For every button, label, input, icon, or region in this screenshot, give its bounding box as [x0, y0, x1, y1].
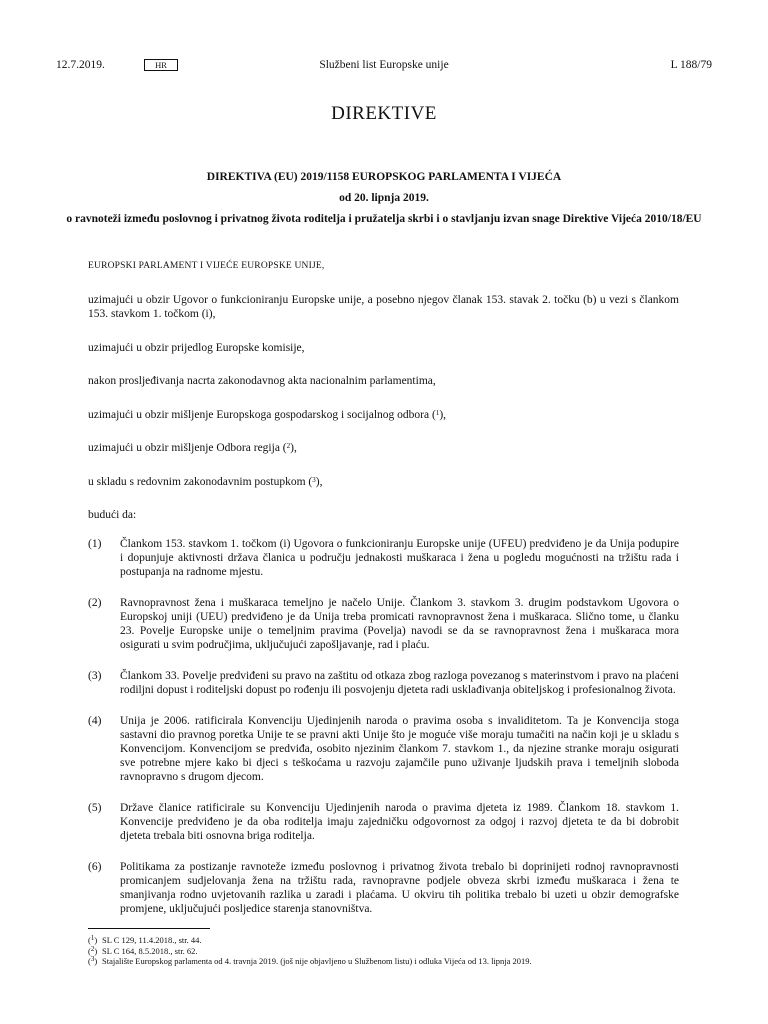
footnote: [88, 935, 679, 946]
preamble-opening: EUROPSKI PARLAMENT I VIJEĆE EUROPSKE UNIJE,: [88, 261, 325, 271]
language-code-badge: HR: [144, 59, 178, 71]
recital-item: [88, 714, 679, 784]
citation-text: uzimajući u obzir mišljenje Odbora regija (: [88, 442, 287, 454]
footnote-ref[interactable]: 3: [312, 475, 316, 484]
recital-text: Politikama za postizanje ravnoteže između poslovnog i privatnog života trebalo bi doprinijeti rodnoj ravnopravnosti promicanjem sudjelovanja žena na tržištu rada, ravnopravne podjele obveza skrbi između muškaraca i žena te smanjivanja rodno uvjetovanih razlika u zaradi i plaćama. U okviru tih politika trebalo bi uzeti u obzir demografske promjene, uključujući posljedice starenja stanovništva.: [120, 861, 679, 915]
preamble-citation: [88, 408, 679, 422]
recital-text: Člankom 33. Povelje predviđeni su pravo na zaštitu od otkaza zbog razloga povezanog s materinstvom i pravo na plaćeni rodiljni dopust i roditeljski dopust po rođenju ili posvojenju djeteta radi usklađivanja obiteljskog i profesionalnog života.: [120, 670, 679, 696]
preamble: [88, 259, 679, 539]
recital-number: (4): [88, 715, 102, 727]
footnotes: [88, 935, 679, 967]
footnote: [88, 946, 679, 957]
footnote-mark: ($^2$): [88, 944, 98, 956]
citation-text: ),: [439, 408, 447, 421]
footnote-text: SL C 129, 11.4.2018., str. 44.: [102, 935, 202, 945]
preamble-citation: uzimajući u obzir prijedlog Europske komisije,: [88, 341, 305, 354]
footnote-mark: ($^1$): [88, 934, 98, 945]
footnote-divider: [88, 928, 210, 929]
journal-name: Službeni list Europske unije: [319, 59, 449, 71]
recital-number: (3): [88, 670, 102, 682]
footnote: [88, 956, 679, 967]
directive-date: od 20. lipnja 2019.: [339, 192, 429, 204]
recital-item: [88, 801, 679, 843]
footnote-ref[interactable]: 1: [435, 408, 440, 417]
citation-text: uzimajući u obzir mišljenje Europskoga gospodarskog i socijalnog odbora (: [88, 408, 436, 421]
recital-number: (6): [88, 861, 102, 873]
page-header: [56, 57, 712, 75]
citation-text: u skladu s redovnim zakonodavnim postupkom (: [88, 475, 313, 488]
recital-item: [88, 596, 679, 652]
publication-date: 12.7.2019.: [56, 59, 105, 71]
recital-item: [88, 860, 679, 916]
recital-item: [88, 669, 679, 697]
footnote-number: 3: [90, 955, 95, 963]
preamble-whereas: budući da:: [88, 509, 137, 521]
preamble-citation: nakon prosljeđivanja nacrta zakonodavnog akta nacionalnim parlamentima,: [88, 375, 436, 387]
directive-title: DIREKTIVA (EU) 2019/1158 EUROPSKOG PARLAMENTA I VIJEĆA: [206, 171, 562, 183]
recital-text: Člankom 153. stavkom 1. točkom (i) Ugovora o funkcioniranju Europske unije (UFEU) predviđeno je da Unija podupire i dopunjuje aktivnosti država članica u području jednakosti muškaraca i žena u pogledu mogućnosti na tržištu rada i postupanja na radnome mjestu.: [120, 538, 679, 578]
recital-item: [88, 537, 679, 579]
footnote-ref[interactable]: 2: [286, 442, 291, 450]
recital-number: (2): [88, 597, 102, 609]
recital-number: (1): [88, 538, 102, 550]
recitals-list: [88, 537, 679, 933]
footnote-number: 2: [90, 944, 95, 953]
recital-text: Ravnopravnost žena i muškaraca temeljno je načelo Unije. Člankom 3. stavkom 3. drugim podstavkom Ugovora o Europskoj uniji (UEU) predviđeno je da Unija treba promicati ravnopravnost žena i muškaraca. Slično tome, u članku 23. Povelje Europske unije o temeljnim pravima (Povelja) navodi se da se ravnopravnost žena i muškaraca mora osigurati u svim područjima, uključujući zapošljavanje, rad i plaću.: [120, 597, 679, 651]
footnote-mark: ($^3$): [88, 955, 98, 966]
citation-text: ),: [290, 442, 297, 454]
preamble-citation: [88, 441, 679, 455]
page-reference: L 188/79: [670, 59, 712, 71]
recital-text: Unija je 2006. ratificirala Konvenciju Ujedinjenih naroda o pravima osoba s invaliditetom. Ta je Konvencija stoga sastavni dio pravnog poretka Unije te se pravni akti Unije što je moguće više moraju tumačiti na način koji je u skladu s Konvencijom. Konvencijom se predviđa, osobito njezinim člankom 7. stavkom 1., da njezine stranke moraju osigurati sve potrebne mjere kako bi djeci s teškoćama u razvoju zajamčile puno uživanje ljudskih prava i temeljnih sloboda ravnopravno s drugom djecom.: [120, 715, 679, 783]
directive-subject: o ravnoteži između poslovnog i privatnog života roditelja i pružatelja skrbi i o stavljanju izvan snage Direktive Vijeća 2010/18/EU: [66, 213, 702, 225]
footnote-number: 1: [90, 934, 95, 942]
preamble-citation: uzimajući u obzir Ugovor o funkcioniranju Europske unije, a posebno njegov članak 153. stavak 2. točku (b) u vezi s člankom 153. stavkom 1. točkom (i),: [88, 294, 679, 320]
directive-title-block: [56, 170, 712, 227]
preamble-citation: [88, 475, 679, 489]
citation-text: ),: [315, 475, 323, 488]
recital-text: Države članice ratificirale su Konvenciju Ujedinjenih naroda o pravima djeteta iz 1989. Člankom 18. stavkom 1. Konvencije predviđeno je da oba roditelja imaju zajedničku odgovornost za odgoj i razvoj djeteta te da bi dobrobit djeteta trebala biti osnovna briga roditelja.: [120, 802, 679, 842]
recital-number: (5): [88, 802, 102, 814]
footnote-text: Stajalište Europskog parlamenta od 4. travnja 2019. (još nije objavljeno u Službenom listu) i odluka Vijeća od 13. lipnja 2019.: [102, 956, 532, 966]
footnote-text: SL C 164, 8.5.2018., str. 62.: [102, 945, 198, 956]
section-title: DIREKTIVE: [331, 103, 437, 124]
